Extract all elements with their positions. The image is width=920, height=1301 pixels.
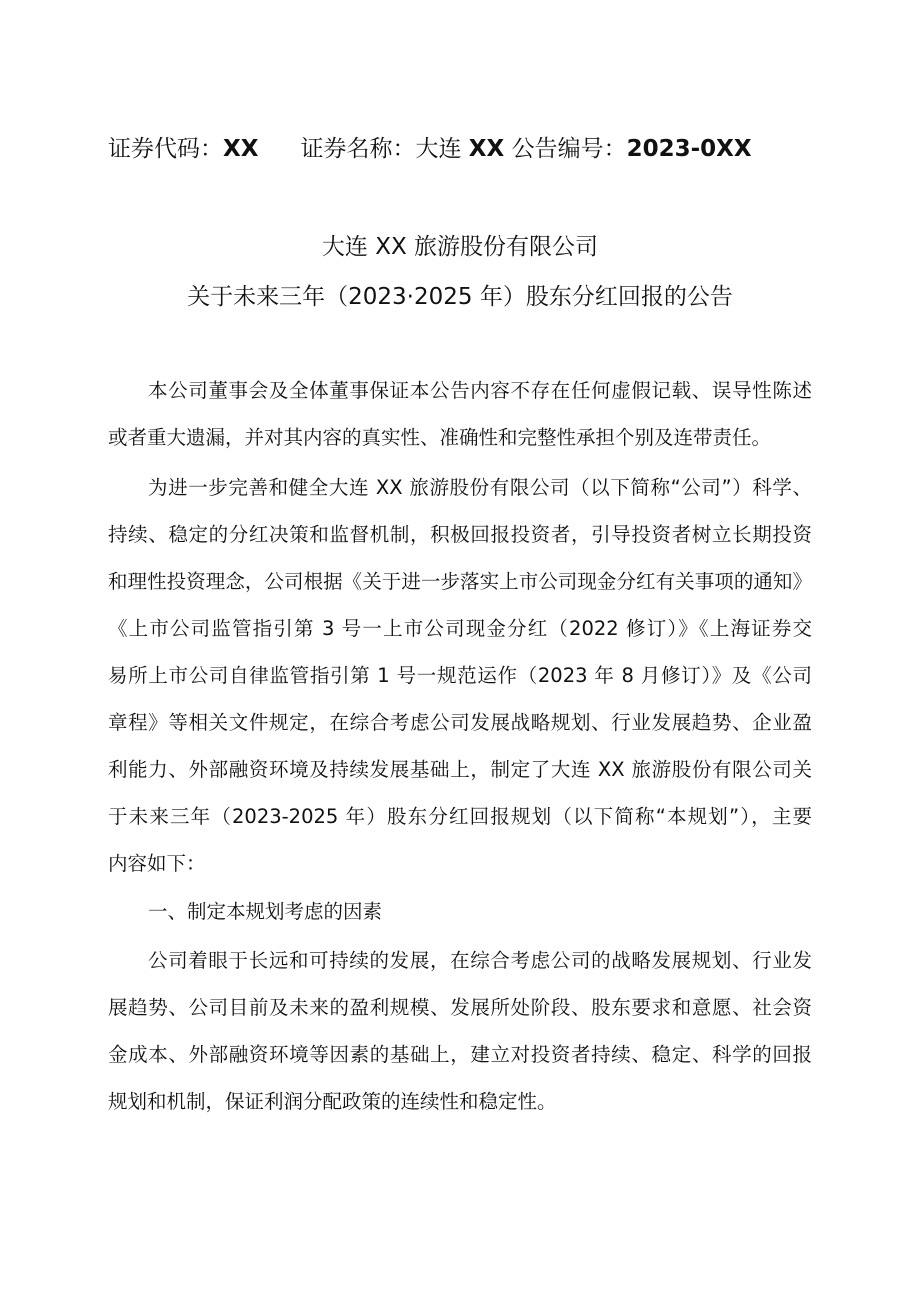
company-title: 大连 XX 旅游股份有限公司 <box>321 234 599 260</box>
security-code-value: XX <box>223 136 259 162</box>
paragraph-line: 章程》等相关文件规定，在综合考虑公司发展战略规划、行业发展趋势、企业盈 <box>108 711 812 734</box>
announcement-number-value: 2023-0XX <box>626 136 752 162</box>
paragraph-line: 公司着眼于长远和可持续的发展，在综合考虑公司的战略发展规划、行业发 <box>148 949 812 972</box>
paragraph-line: 内容如下： <box>108 852 206 875</box>
paragraph-line: 规划和机制，保证利润分配政策的连续性和稳定性。 <box>108 1090 557 1113</box>
paragraph-line: 展趋势、公司目前及未来的盈利规模、发展所处阶段、股东要求和意愿、社会资 <box>108 996 812 1019</box>
paragraph-line: 于未来三年（2023-2025 年）股东分红回报规划（以下简称“本规划”），主要 <box>108 805 812 828</box>
paragraph-line: 或者重大遗漏，并对其内容的真实性、准确性和完整性承担个别及连带责任。 <box>108 426 772 449</box>
announcement-header <box>108 132 752 166</box>
paragraph-line: 易所上市公司自律监管指引第 1 号一规范运作（2023 年 8 月修订）》及《公司 <box>108 664 812 687</box>
section-heading-text: 一、制定本规划考虑的因素 <box>148 900 383 923</box>
paragraph-line: 本公司董事会及全体董事保证本公告内容不存在任何虚假记载、误导性陈述 <box>148 379 812 402</box>
disclaimer-paragraph <box>108 367 812 461</box>
announcement-title: 关于未来三年（2023·2025 年）股东分红回报的公告 <box>187 284 733 310</box>
paragraph-line: 和理性投资理念，公司根据《关于进一步落实上市公司现金分红有关事项的通知》 <box>108 570 812 593</box>
purpose-paragraph <box>108 464 812 887</box>
announcement-number-label: 公告编号： <box>511 136 627 162</box>
paragraph-line: 《上市公司监管指引第 3 号一上市公司现金分红（2022 修订）》《上海证券交 <box>108 617 812 640</box>
factors-paragraph <box>108 937 812 1125</box>
section-heading <box>108 888 812 935</box>
security-code-label: 证券代码： <box>108 136 223 162</box>
security-name-label: 证券名称：大连 <box>300 136 462 162</box>
paragraph-line: 利能力、外部融资环境及持续发展基础上，制定了大连 XX 旅游股份有限公司关 <box>108 758 812 781</box>
paragraph-line: 持续、稳定的分红决策和监督机制，积极回报投资者，引导投资者树立长期投资 <box>108 523 812 546</box>
paragraph-line: 为进一步完善和健全大连 XX 旅游股份有限公司（以下简称“公司”）科学、 <box>148 476 812 499</box>
security-name-value: XX <box>468 136 505 162</box>
paragraph-line: 金成本、外部融资环境等因素的基础上，建立对投资者持续、稳定、科学的回报 <box>108 1043 812 1066</box>
